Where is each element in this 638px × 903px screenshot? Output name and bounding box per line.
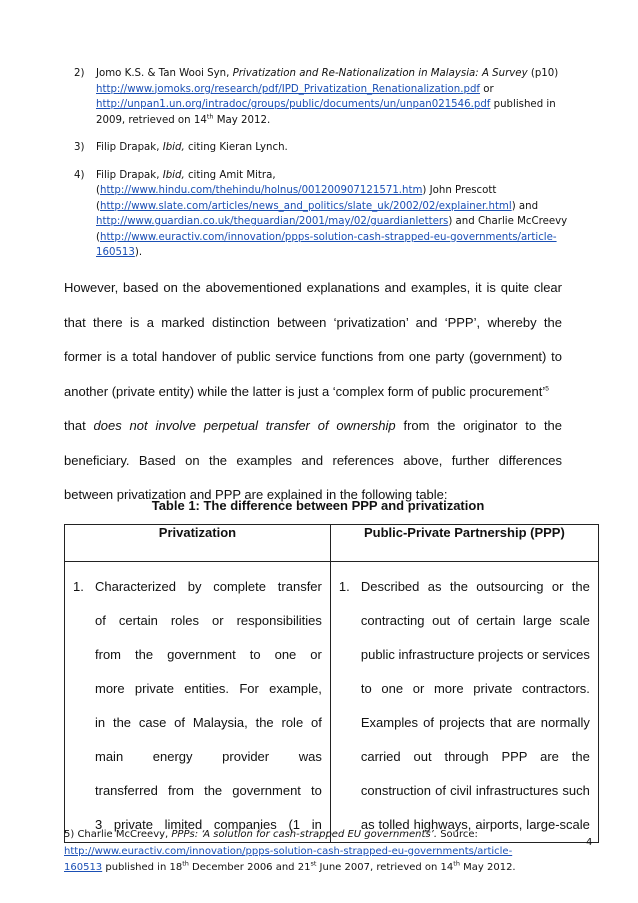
cell-line: more private entities. For example, (95, 681, 322, 696)
cell-line: as tolled highways, airports, large-scale (360, 817, 590, 832)
cell-line: Examples of projects that are normally (360, 715, 590, 730)
reference-item-4: 4) Filip Drapak, Ibid, citing Amit Mitra, (http://www.hindu.com/thehindu/holnus/001200907121571.htm) John Prescott (http://www.slate.com/articles/news_and_politics/slate_uk/2002/02/explainer.html) and http://www.guardian.co.uk/theguardian/2001/may/02/guardianletters) and Charlie McCreevy (http://www.euractiv.com/innovation/ppps-solution-cash-strapped-eu-governments/article- 160513). (74, 169, 568, 258)
page-number: 4 (586, 837, 593, 848)
reference-item-3: 3) Filip Drapak, Ibid, citing Kieran Lynch. (74, 140, 572, 156)
cell-line: Characterized by complete transfer (95, 579, 322, 594)
reference-list (74, 66, 572, 273)
cell-line: 3 private limited companies (1 in (95, 817, 322, 832)
cell-line: in the case of Malaysia, the role of (95, 715, 322, 730)
table-row (65, 562, 599, 843)
cell-line: construction of civil infrastructures such (360, 783, 590, 798)
list-number: 1. (73, 579, 84, 594)
list-number: 1. (338, 579, 350, 594)
paragraph-line: former is a total handover of public service functions from one party (government) to (64, 349, 562, 364)
footnote-title: PPPs: ‘A solution for cash-strapped EU governments’. (171, 829, 438, 840)
reference-number: 3) (74, 142, 85, 153)
paragraph-line: between privatization and PPP are explained in the following table: (64, 487, 448, 502)
body-paragraph (64, 271, 562, 513)
emphasis-text: does not involve perpetual transfer of ownership (93, 418, 396, 433)
paragraph-line: another (private entity) while the latter is just a ‘complex form of public procurement’$^5$ (64, 383, 549, 399)
cell-line: to one or more private contractors. (360, 681, 590, 696)
paragraph-line: that there is a marked distinction between ‘privatization’ and ‘PPP’, whereby the (64, 314, 562, 330)
table-header-privatization: Privatization (65, 525, 331, 562)
reference-title: Privatization and Re-Nationalization in Malaysia: A Survey (232, 68, 528, 79)
footnote: 5) Charlie McCreevy, PPPs: ‘A solution for cash-strapped EU governments’. Source: http://www.euractiv.com/innovation/ppps-solution-cash-strapped-eu-governments/article- 160513 published in 18th December 2006 and 21st June 2007, retrieved on 14th May 2012. (64, 829, 516, 873)
table-cell-privatization (65, 562, 331, 843)
cell-line: from the government to one or (95, 647, 322, 662)
reference-link[interactable]: http://www.slate.com/articles/news_and_politics/slate_uk/2002/02/explainer.html (99, 200, 512, 212)
footnote-marker: 5 (545, 385, 549, 393)
reference-link[interactable]: http://www.guardian.co.uk/theguardian/2001/may/02/guardianletters (96, 216, 449, 227)
cell-line: Described as the outsourcing or the (360, 579, 590, 594)
reference-number: 4) (74, 169, 85, 181)
paragraph-line: beneficiary. Based on the examples and references above, further differences (64, 452, 562, 468)
paragraph-line: However, based on the abovementioned explanations and examples, it is quite clear (64, 280, 562, 295)
reference-link[interactable]: http://www.hindu.com/thehindu/holnus/001200907121571.htm (99, 185, 423, 196)
reference-number: 2) (74, 68, 85, 79)
comparison-table (64, 524, 599, 843)
paragraph-line: that does not involve perpetual transfer of ownership from the originator to the (64, 418, 563, 433)
table-header-ppp: Public-Private Partnership (PPP) (330, 525, 598, 562)
reference-link[interactable]: http://www.jomoks.org/research/pdf/IPD_Privatization_Renationalization.pdf (96, 83, 481, 95)
reference-link[interactable]: http://unpan1.un.org/intradoc/groups/public/documents/un/unpan021546.pdf (96, 99, 491, 110)
footnote-link[interactable]: 160513 (64, 862, 103, 873)
reference-item-2: 2) Jomo K.S. & Tan Wooi Syn, Privatization and Re-Nationalization in Malaysia: A Survey (p10) http://www.jomoks.org/research/pdf/IPD_Privatization_Renationalization.pdf or http://unpan1.un.org/intradoc/groups/public/documents/un/unpan021546.pdf published in 2009, retrieved on 14th May 2012. (74, 68, 559, 126)
table-header-row (65, 525, 599, 562)
cell-line: public infrastructure projects or services (360, 647, 590, 662)
cell-line: main energy provider was (95, 749, 322, 764)
reference-link[interactable]: http://www.euractiv.com/innovation/ppps-solution-cash-strapped-eu-governments/article- (99, 231, 557, 243)
table-cell-ppp (330, 562, 598, 843)
cell-line: contracting out of certain large scale (360, 613, 590, 628)
table-caption: Table 1: The difference between PPP and privatization (151, 498, 485, 513)
cell-line: carried out through PPP are the (360, 749, 590, 764)
cell-line: transferred from the government to (95, 783, 322, 798)
reference-link[interactable]: 160513 (96, 247, 135, 258)
footnote-link[interactable]: http://www.euractiv.com/innovation/ppps-solution-cash-strapped-eu-governments/article- (64, 845, 513, 857)
cell-line: of certain roles or responsibilities (95, 613, 322, 628)
